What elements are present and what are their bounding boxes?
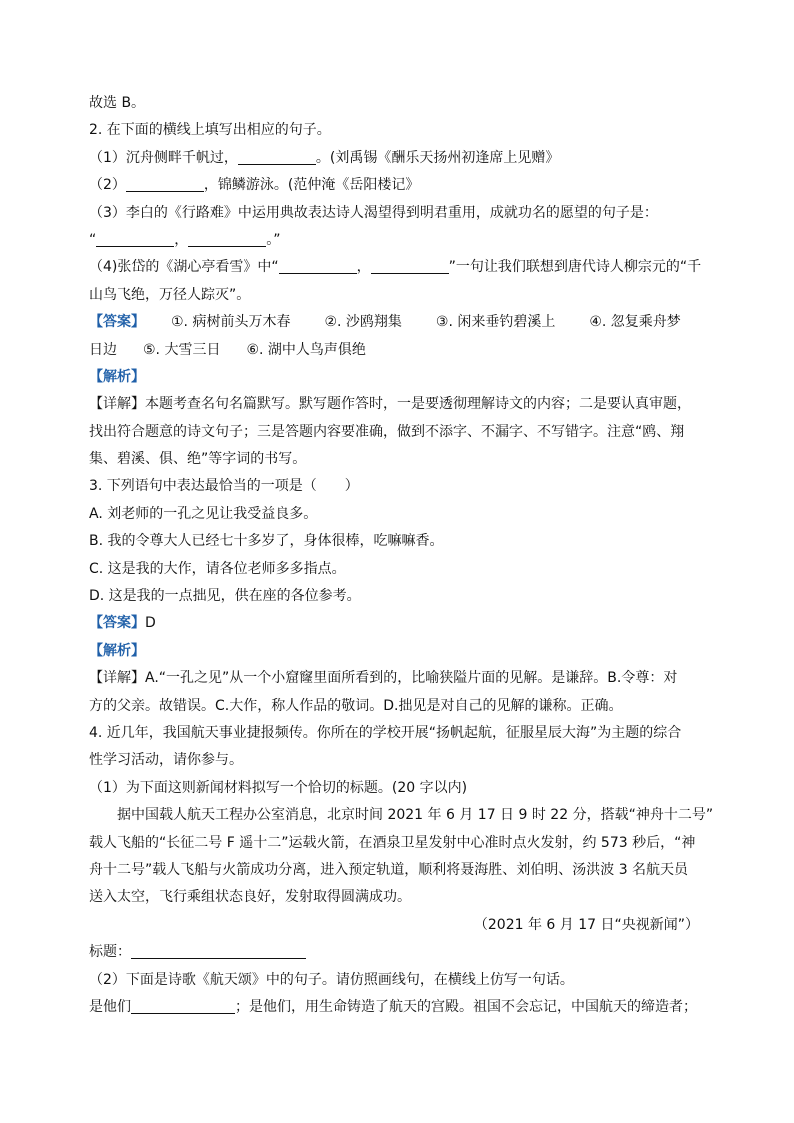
text: ”一句让我们联想到唐代诗人柳宗元的“千 <box>448 259 702 276</box>
detail-line <box>89 391 709 418</box>
analysis-label: 【解析】 <box>89 368 145 385</box>
answer-blank <box>371 255 449 274</box>
question-2-stem: 2. 在下面的横线上填写出相应的句子。 <box>89 122 331 139</box>
answer-blank <box>238 146 316 165</box>
news-line: 据中国载人航天工程办公室消息，北京时间 2021 年 6 月 17 日 9 时 22 分，搭载“神舟十二号” <box>117 807 714 824</box>
news-source: （2021 年 6 月 17 日“央视新闻”） <box>473 916 699 933</box>
poem-line <box>89 994 709 1021</box>
text: 。(刘禹锡《酬乐天扬州初逢席上见赠》 <box>315 149 560 166</box>
answer-item: 日边 <box>89 341 117 358</box>
answer-label: 【答案】 <box>89 314 145 331</box>
answer-blank <box>279 255 357 274</box>
question-2-item-3: （3）李白的《行路难》中运用典故表达诗人渴望得到明君重用，成就功名的愿望的句子是： <box>89 204 658 221</box>
detail-line: 集、碧溪、俱、绝”等字词的书写。 <box>89 451 307 468</box>
text: ， <box>356 259 371 276</box>
news-line: 舟十二号”载人飞船与火箭成功分离，进入预定轨道，顺利将聂海胜、刘伯明、汤洪波 3 名航天员 <box>89 861 689 878</box>
option-b: B. 我的令尊大人已经七十多岁了，身体很棒，吃嘛嘛香。 <box>89 533 444 550</box>
answer-item: ①. 病树前头万木春 <box>171 314 291 331</box>
question-3-stem: 3. 下列语句中表达最恰当的一项是（ ） <box>89 478 359 495</box>
question-4-stem: 4. 近几年，我国航天事业捷报频传。你所在的学校开展“扬帆起航，征服星辰大海”为主题的综合 <box>89 724 682 741</box>
news-line: 送入太空，飞行乘组状态良好，发射取得圆满成功。 <box>89 889 411 906</box>
option-c: C. 这是我的大作，请各位老师多多指点。 <box>89 560 346 577</box>
answer-label: 【答案】 <box>89 615 145 632</box>
question-2-item-4 <box>89 254 709 281</box>
answer-item: ⑥. 湖中人鸟声俱绝 <box>246 341 366 358</box>
analysis-heading <box>89 364 709 391</box>
document-body <box>89 90 714 1021</box>
answer-line <box>89 309 709 336</box>
answer-line <box>89 610 709 637</box>
question-4-stem: 性学习活动，请你参与。 <box>89 752 243 769</box>
detail-line <box>89 665 709 692</box>
text: （1）沉舟侧畔千帆过， <box>89 149 238 166</box>
answer-item: ⑤. 大雪三日 <box>143 341 221 358</box>
question-2-item-2 <box>89 172 709 199</box>
text: 。” <box>266 231 281 248</box>
answer-blank <box>188 228 266 247</box>
answer-value: D <box>145 615 156 632</box>
text: （2） <box>89 177 126 194</box>
detail-line: 方的父亲。故错误。C.大作，称人作品的敬词。D.拙见是对自己的见解的谦称。正确。 <box>89 697 623 714</box>
analysis-label: 【解析】 <box>89 642 145 659</box>
detail-line: 找出符合题意的诗文句子；三是答题内容要准确，做到不添字、不漏字、不写错字。注意“鸥、翔 <box>89 423 685 440</box>
answer-blank <box>126 173 204 192</box>
text-line: 山鸟飞绝，万径人踪灭”。 <box>89 286 251 303</box>
answer-item: ④. 忽复乘舟梦 <box>589 314 681 331</box>
text: （4)张岱的《湖心亭看雪》中“ <box>89 259 279 276</box>
text: A.“一孔之见”从一个小窟窿里面所看到的，比喻狭隘片面的见解。是谦辞。B.令尊：对 <box>145 670 678 687</box>
answer-item: ③. 闲来垂钓碧溪上 <box>435 314 556 331</box>
text: 是他们 <box>89 998 131 1015</box>
text: ， <box>174 231 189 248</box>
analysis-heading <box>89 638 709 665</box>
answer-blank <box>96 228 174 247</box>
answer-blank <box>131 940 306 959</box>
text: ；是他们，用生命铸造了航天的宫殿。祖国不会忘记，中国航天的缔造者； <box>235 998 697 1015</box>
question-4-item-2: （2）下面是诗歌《航天颂》中的句子。请仿照画线句，在横线上仿写一句话。 <box>89 971 574 988</box>
text: ，锦鳞游泳。(范仲淹《岳阳楼记》 <box>203 177 420 194</box>
answer-item: ②. 沙鸥翔集 <box>324 314 402 331</box>
option-a: A. 刘老师的一孔之见让我受益良多。 <box>89 505 318 522</box>
text: “ <box>89 231 97 248</box>
text: 本题考查名句名篇默写。默写题作答时，一是要透彻理解诗文的内容；二是要认真审题， <box>145 396 691 413</box>
question-2-item-3-blanks <box>89 227 709 254</box>
option-d: D. 这是我的一点拙见，供在座的各位参考。 <box>89 588 361 605</box>
text-line: 故选 B。 <box>89 95 146 111</box>
title-label: 标题： <box>89 944 131 961</box>
news-line: 载人飞船的“长征二号 F 遥十二”运载火箭，在酒泉卫星发射中心准时点火发射，约 573 秒后，“神 <box>89 834 696 851</box>
title-answer-line <box>89 939 709 966</box>
detail-label: 【详解】 <box>89 670 145 687</box>
question-4-item-1: （1）为下面这则新闻材料拟写一个恰切的标题。(20 字以内) <box>89 779 468 796</box>
question-2-item-1 <box>89 145 709 172</box>
detail-label: 【详解】 <box>89 396 145 413</box>
answer-blank <box>131 995 235 1014</box>
answer-line <box>89 337 709 364</box>
